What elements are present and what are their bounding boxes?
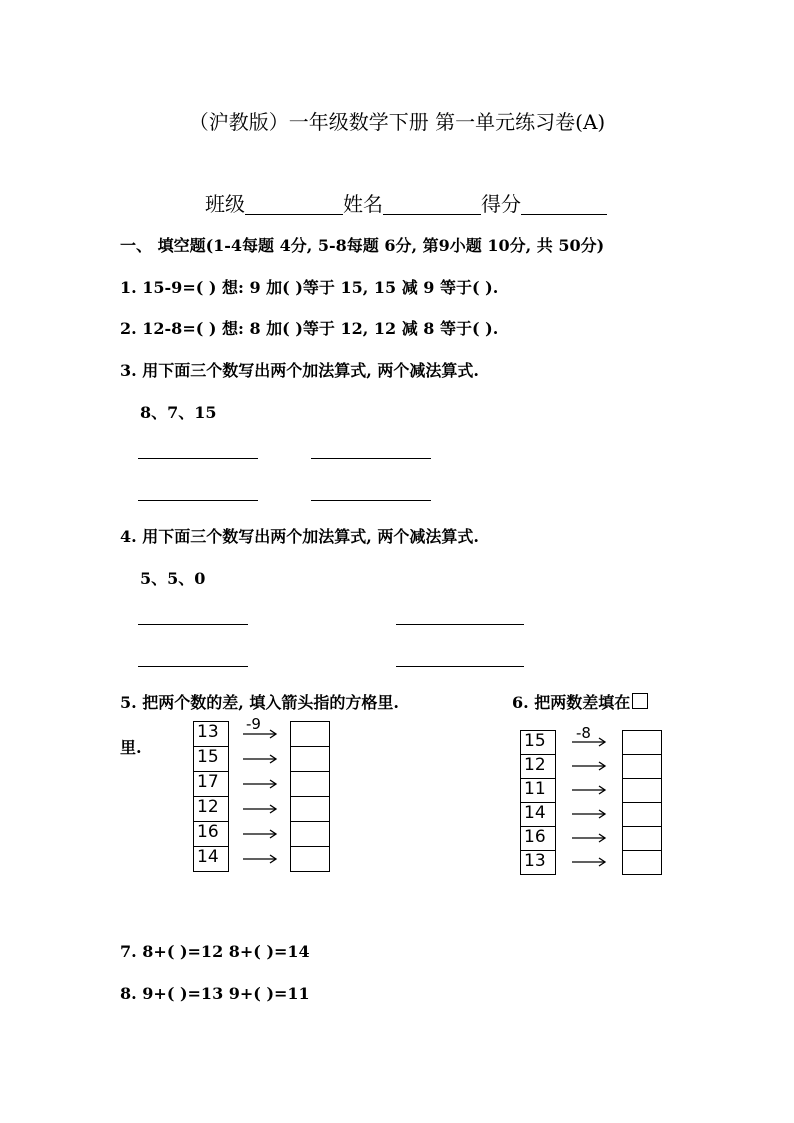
- number-cell: 14: [193, 846, 229, 872]
- arrow-icon: [242, 853, 278, 865]
- answer-cell[interactable]: [290, 721, 330, 747]
- answer-cell[interactable]: [290, 796, 330, 822]
- answer-cell[interactable]: [622, 778, 662, 803]
- number-cell: 14: [520, 802, 556, 827]
- answer-cell[interactable]: [622, 802, 662, 827]
- answer-line[interactable]: [138, 458, 258, 459]
- answer-line[interactable]: [396, 666, 524, 667]
- arrow-icon: [571, 784, 607, 796]
- class-label: 班级: [205, 192, 245, 216]
- number-cell: 15: [520, 730, 556, 755]
- answer-cell[interactable]: [290, 846, 330, 872]
- answer-cell[interactable]: [622, 754, 662, 779]
- answer-cell[interactable]: [290, 746, 330, 772]
- answer-line[interactable]: [138, 500, 258, 501]
- arrow-icon: [242, 778, 278, 790]
- page-title: （沪教版）一年级数学下册 第一单元练习卷(A): [188, 110, 606, 134]
- answer-cell[interactable]: [622, 826, 662, 851]
- number-cell: 16: [520, 826, 556, 851]
- arrow-icon: [242, 803, 278, 815]
- answer-cell[interactable]: [290, 821, 330, 847]
- arrow-icon: [242, 753, 278, 765]
- arrow-icon: [571, 832, 607, 844]
- arrow-icon: [242, 828, 278, 840]
- score-blank[interactable]: [521, 194, 607, 215]
- number-cell: 15: [193, 746, 229, 772]
- number-cell: 13: [520, 850, 556, 875]
- question-7: 7. 8+( )=12 8+( )=14: [120, 942, 310, 961]
- arrow-icon: [571, 856, 607, 868]
- number-cell: 11: [520, 778, 556, 803]
- question-2: 2. 12-8=( ) 想: 8 加( )等于 12, 12 减 8 等于( ).: [120, 319, 499, 338]
- answer-line[interactable]: [396, 624, 524, 625]
- answer-cell[interactable]: [622, 730, 662, 755]
- question-3: 3. 用下面三个数写出两个加法算式, 两个减法算式.: [120, 361, 479, 380]
- arrow-icon: [242, 728, 278, 740]
- answer-line[interactable]: [138, 666, 248, 667]
- score-label: 得分: [481, 192, 521, 216]
- class-blank[interactable]: [245, 194, 343, 215]
- number-cell: 12: [520, 754, 556, 779]
- question-5: 5. 把两个数的差, 填入箭头指的方格里.: [120, 693, 399, 712]
- question-6-text: 6. 把两数差填在: [512, 693, 631, 712]
- arrow-icon: [571, 760, 607, 772]
- question-6: [512, 690, 648, 713]
- name-blank[interactable]: [383, 194, 481, 215]
- question-1: 1. 15-9=( ) 想: 9 加( )等于 15, 15 减 9 等于( ).: [120, 278, 499, 297]
- operation-label: -8: [576, 724, 591, 742]
- question-8: 8. 9+( )=13 9+( )=11: [120, 984, 310, 1003]
- arrow-icon: [571, 808, 607, 820]
- operation-label: -9: [246, 715, 261, 733]
- answer-line[interactable]: [138, 624, 248, 625]
- number-cell: 16: [193, 821, 229, 847]
- question-5-continued: 里.: [120, 738, 142, 757]
- answer-cell[interactable]: [290, 771, 330, 797]
- name-label: 姓名: [343, 192, 383, 216]
- section-heading: 一、 填空题(1-4每题 4分, 5-8每题 6分, 第9小题 10分, 共 50分): [120, 236, 605, 255]
- square-icon: [632, 693, 648, 709]
- number-cell: 12: [193, 796, 229, 822]
- arrow-icon: [571, 736, 607, 748]
- answer-cell[interactable]: [622, 850, 662, 875]
- answer-line[interactable]: [311, 500, 431, 501]
- number-cell: 17: [193, 771, 229, 797]
- question-4-numbers: 5、5、0: [140, 569, 206, 588]
- number-cell: 13: [193, 721, 229, 747]
- question-4: 4. 用下面三个数写出两个加法算式, 两个减法算式.: [120, 527, 479, 546]
- student-info: [205, 188, 607, 217]
- answer-line[interactable]: [311, 458, 431, 459]
- question-3-numbers: 8、7、15: [140, 403, 217, 422]
